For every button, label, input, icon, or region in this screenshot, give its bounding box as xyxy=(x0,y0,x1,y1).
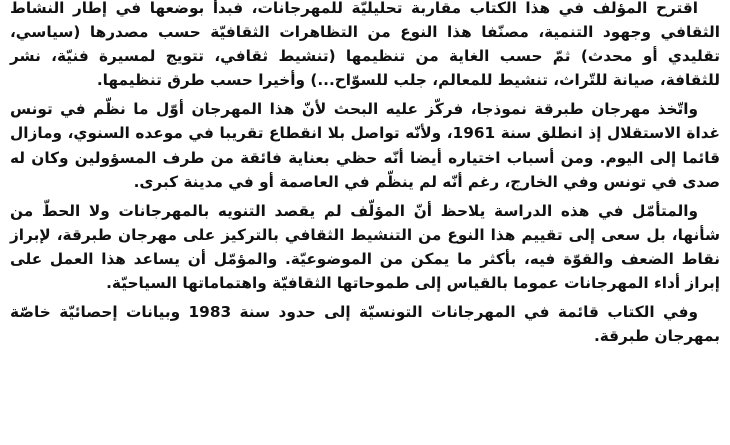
paragraph-3: والمتأمّل في هذه الدراسة يلاحظ أنّ المؤلّف لم يقصد التنويه بالمهرجانات ولا الحطّ من شأنها، بل سعى إلى تقييم هذا النوع من التنشيط الثقافي بالتركيز على مهرجان طبرقة، لإبراز نقاط الضعف والقوّة فيه، بأكثر ما يمكن من الموضوعيّة. والمؤمّل أن يساعد هذا العمل على إبراز أداء المهرجانات عموما بالقياس إلى طموحاتها الثقافيّة واهتماماتها السياحيّة. xyxy=(10,201,720,293)
article-body xyxy=(10,0,720,353)
paragraph-1: اقترح المؤلف في هذا الكتاب مقاربة تحليليّة للمهرجانات، فبدأ بوضعها في إطار النشاط الثقافي وجهود التنمية، مصنّفا هذا النوع من التظاهرات الثقافيّة حسب مصدرها (سياسي، تقليدي أو محدث) ثمّ حسب الغاية من تنظيمها (تنشيط ثقافي، تتويج لمسيرة فنيّة، نشر للثقافة، صيانة للتّراث، تنشيط للمعالم، جلب للسوّاح...) وأخيرا حسب طرق تنظيمها. xyxy=(10,0,720,90)
paragraph-4: وفي الكتاب قائمة في المهرجانات التونسيّة إلى حدود سنة 1983 وبيانات إحصائيّة خاصّة بمهرجان طبرقة. xyxy=(10,303,720,346)
paragraph-2: واتّخذ مهرجان طبرقة نموذجا، فركّز عليه البحث لأنّ هذا المهرجان أوّل ما نظّم في تونس غداة الاستقلال إذ انطلق سنة 1961، ولأنّه تواصل بلا انقطاع تقريبا في موعده السنوي، ومازال قائما إلى اليوم. ومن أسباب اختياره أيضا أنّه حظي بعناية فائقة من طرف المسؤولين وكان له صدى في تونس وفي الخارج، رغم أنّه لم ينظّم في العاصمة أو في مدينة كبرى. xyxy=(10,100,720,191)
